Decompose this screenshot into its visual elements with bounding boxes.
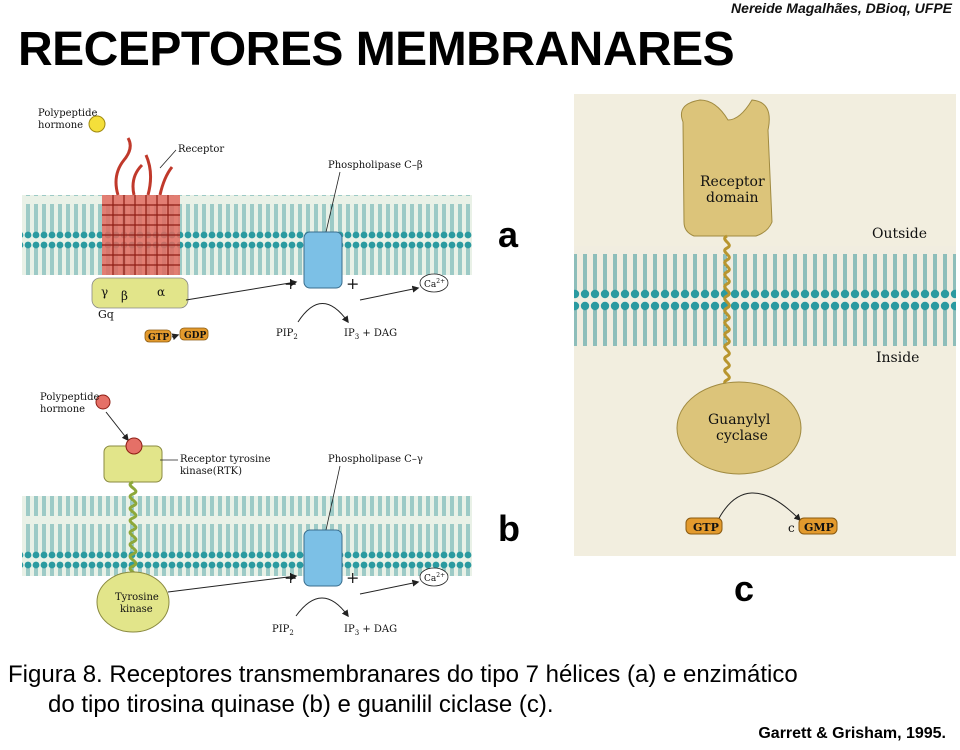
g-protein [92, 278, 188, 321]
rtk-label-2: kinase(RTK) [180, 466, 243, 477]
page-title: RECEPTORES MEMBRANARES [18, 23, 735, 76]
receptor-domain-label-1: Receptor [700, 174, 765, 190]
enzyme-label-b: Phospholipase C–γ [328, 454, 423, 465]
svg-text:+: + [284, 274, 298, 293]
receptor-domain [681, 100, 772, 236]
author-credit: Nereide Magalhães, DBioq, UFPE [731, 0, 952, 16]
hormone-label-a-1: Polypeptide [38, 108, 98, 119]
panel-label-c: c [734, 568, 755, 609]
panel-a [22, 108, 472, 343]
hormone-label-b-1: Polypeptide [40, 392, 100, 403]
membrane-c [574, 246, 956, 346]
tyrosine-kinase-label-2: kinase [120, 604, 153, 615]
membrane-b [22, 496, 472, 576]
panel-c [574, 94, 956, 556]
g-alpha: α [157, 285, 166, 299]
svg-text:+: + [346, 274, 360, 293]
g-gamma: γ [101, 285, 109, 299]
gmp-label-c: GMP [804, 521, 834, 534]
guanylyl-cyclase-label-2: cyclase [716, 428, 768, 444]
caption-line-1: Figura 8. Receptores transmembranares do tipo 7 hélices (a) e enzimático [8, 661, 798, 688]
ca-label-b: $Ca^{2+}$ [424, 572, 446, 584]
hormone-label-b-2: hormone [40, 404, 86, 415]
receptor-c-helix [725, 236, 730, 392]
cgmp-prefix: c [788, 521, 795, 535]
svg-text:+: + [346, 568, 360, 587]
panel-b [22, 392, 472, 637]
receptor-domain-label-2: domain [706, 190, 759, 206]
ip3-label-b: $IP_3$ + DAG [344, 624, 398, 637]
g-beta: β [121, 289, 128, 303]
tyrosine-kinase-label-1: Tyrosine [115, 592, 159, 603]
panel-label-a: a [498, 214, 519, 255]
phospholipase-c-gamma [304, 530, 342, 586]
hormone-label-a-2: hormone [38, 120, 84, 131]
reference-citation: Garrett & Grisham, 1995. [758, 725, 946, 742]
gtp-label-c: GTP [693, 521, 719, 534]
gtp-label-a: GTP [148, 333, 170, 343]
membrane-a [22, 195, 472, 275]
phospholipase-c-beta [304, 232, 342, 288]
enzyme-label-a: Phospholipase C–β [328, 160, 423, 171]
gq-label: Gq [98, 308, 114, 321]
svg-text:+: + [284, 568, 298, 587]
rtk-label-1: Receptor tyrosine [180, 454, 271, 465]
guanylyl-cyclase-label-1: Guanylyl [708, 412, 771, 428]
pip2-label-a: $PIP_2$ [276, 328, 298, 341]
receptor-label-a: Receptor [178, 144, 225, 155]
gdp-label-a: GDP [184, 331, 207, 341]
inside-label: Inside [876, 350, 920, 366]
pip2-label-b: $PIP_2$ [272, 624, 294, 637]
caption-line-2: do tipo tirosina quinase (b) e guanilil ciclase (c). [48, 691, 554, 718]
ca-label-a: $Ca^{2+}$ [424, 278, 446, 290]
ip3-label-a: $IP_3$ + DAG [344, 328, 398, 341]
outside-label: Outside [872, 226, 928, 242]
figure-caption [8, 660, 958, 720]
panel-label-b: b [498, 508, 520, 549]
